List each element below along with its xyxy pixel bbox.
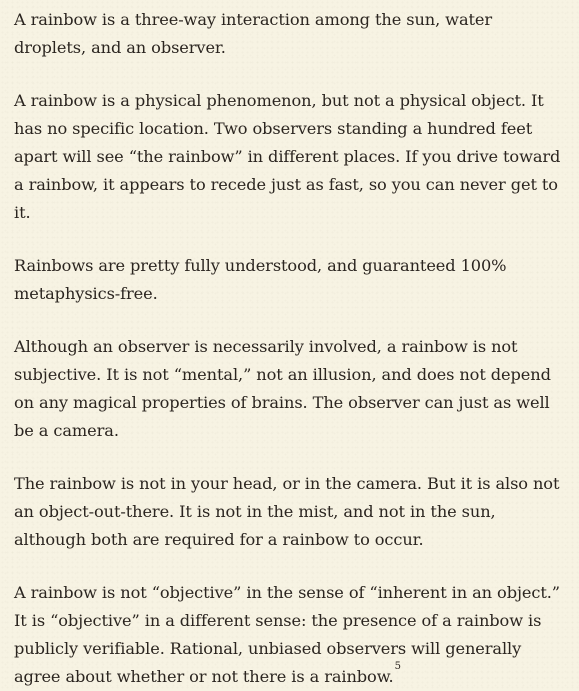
- paragraph-6-text: A rainbow is not “objective” in the sense of “inherent in an object.” It is “objective” in a different sense: the presence of a rainbow is publicly verifiable. Rational, unbiased observers will generally agree about whether or not there is a rainbow.: [14, 583, 560, 686]
- paragraph-3: Rainbows are pretty fully understood, and guaranteed 100% metaphysics-free.: [14, 256, 507, 303]
- paragraph-4: Although an observer is necessarily involved, a rainbow is not subjective. It is not “mental,” not an illusion, and does not depend on any magical properties of brains. The observer can just as well be a camera.: [14, 337, 551, 440]
- footnote-link[interactable]: 5: [394, 660, 401, 672]
- paragraph-2: A rainbow is a physical phenomenon, but not a physical object. It has no specific location. Two observers standing a hundred feet apart will see “the rainbow” in different places. If you drive toward a rainbow, it appears to recede just as fast, so you can never get to it.: [14, 91, 561, 222]
- paragraph-6: [14, 579, 567, 691]
- paragraph-1: A rainbow is a three-way interaction among the sun, water droplets, and an observer.: [14, 10, 493, 57]
- paragraph-5: The rainbow is not in your head, or in the camera. But it is also not an object-out-there. It is not in the mist, and not in the sun, although both are required for a rainbow to occur.: [14, 474, 560, 549]
